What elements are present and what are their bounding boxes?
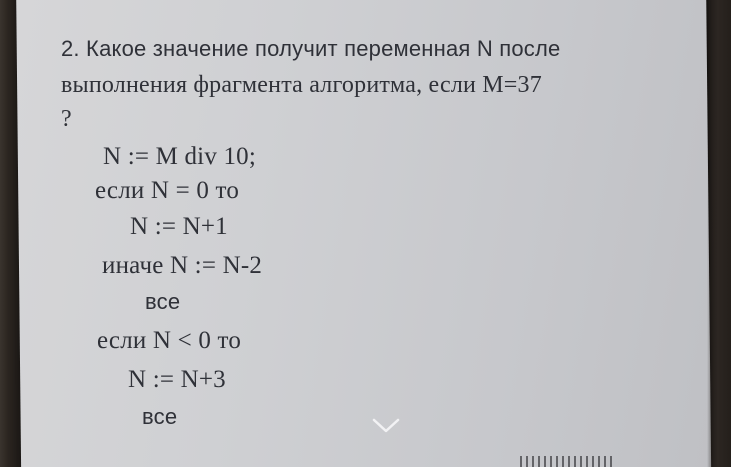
algo-line-8: все [142,404,178,429]
algo-line-7: N := N+3 [128,366,226,393]
dark-background-edge [707,0,731,467]
algo-line-5: все [145,289,181,314]
algo-line-3: N := N+1 [130,213,228,240]
algo-line-2: если N = 0 то [95,177,240,204]
algo-line-6: если N < 0 то [97,327,242,354]
question-line-3: ? [61,106,72,132]
algo-line-4: иначе N := N-2 [102,252,263,279]
algo-line-1: N := M div 10; [103,143,257,170]
paper-sheet [16,0,711,467]
question-line-1: 2. Какое значение получит переменная N после [61,36,561,61]
question-line-2: выполнения фрагмента алгоритма, если M=37 [61,72,542,98]
chevron-down-icon[interactable] [371,414,401,436]
bottom-edge-marks [520,456,612,467]
